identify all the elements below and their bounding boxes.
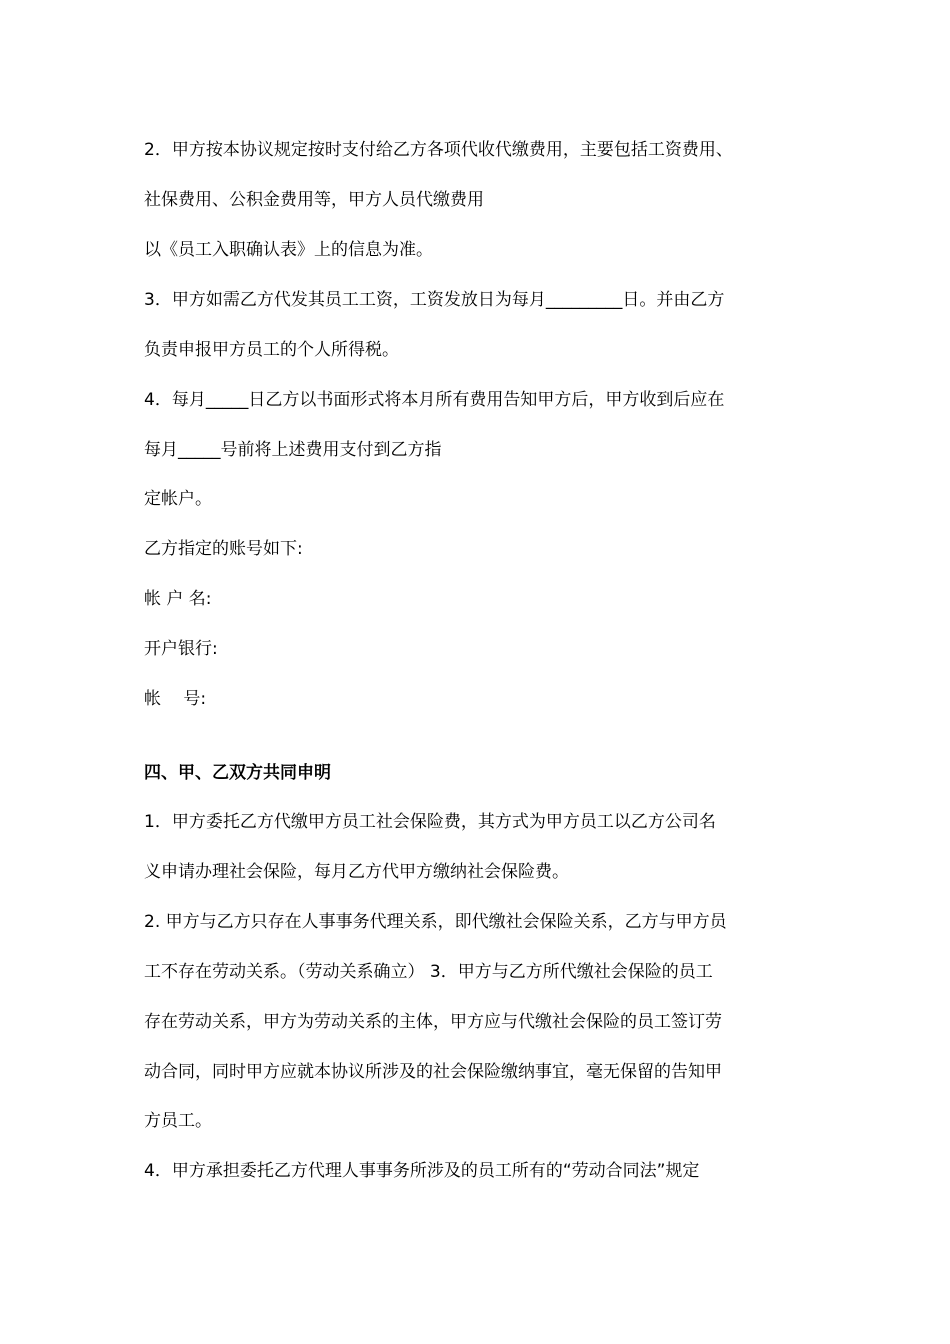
section-4-item-2-line-1: 2. 甲方与乙方只存在人事事务代理关系，即代缴社会保险关系，乙方与甲方员	[144, 912, 727, 932]
paragraph-2-line-1: 2．甲方按本协议规定按时支付给乙方各项代收代缴费用，主要包括工资费用、	[144, 140, 733, 160]
account-bank-label: 开户银行:	[144, 639, 218, 659]
paragraph-2-line-2: 社保费用、公积金费用等，甲方人员代缴费用	[144, 190, 484, 210]
section-4-heading: 四、甲、乙双方共同申明	[144, 763, 331, 783]
paragraph-3-line-2: 负责申报甲方员工的个人所得税。	[144, 340, 399, 360]
paragraph-4-line-3: 定帐户。	[144, 489, 212, 509]
paragraph-4-line-1: 4．每月_____日乙方以书面形式将本月所有费用告知甲方后，甲方收到后应在	[144, 390, 725, 410]
section-4-item-1-line-1: 1．甲方委托乙方代缴甲方员工社会保险费，其方式为甲方员工以乙方公司名	[144, 812, 716, 832]
paragraph-4-line-2: 每月_____号前将上述费用支付到乙方指	[144, 440, 442, 460]
account-intro: 乙方指定的账号如下:	[144, 539, 303, 559]
section-4-item-1-line-2: 义申请办理社会保险，每月乙方代甲方缴纳社会保险费。	[144, 862, 569, 882]
section-4-item-3-line-3: 方员工。	[144, 1111, 212, 1131]
paragraph-3-line-1: 3．甲方如需乙方代发其员工工资，工资发放日为每月_________日。并由乙方	[144, 290, 725, 310]
section-4-item-3-line-2: 动合同，同时甲方应就本协议所涉及的社会保险缴纳事宜，毫无保留的告知甲	[144, 1062, 722, 1082]
account-name-label: 帐 户 名:	[144, 589, 212, 609]
account-number-label: 帐 号:	[144, 689, 207, 709]
section-4-item-3-line-1: 存在劳动关系，甲方为劳动关系的主体，甲方应与代缴社会保险的员工签订劳	[144, 1012, 722, 1032]
section-4-item-2-line-2: 工不存在劳动关系。（劳动关系确立） 3．甲方与乙方所代缴社会保险的员工	[144, 962, 713, 982]
paragraph-2-line-3: 以《员工入职确认表》上的信息为准。	[144, 240, 433, 260]
section-4-item-4-line-1: 4．甲方承担委托乙方代理人事事务所涉及的员工所有的“劳动合同法”规定	[144, 1161, 700, 1181]
